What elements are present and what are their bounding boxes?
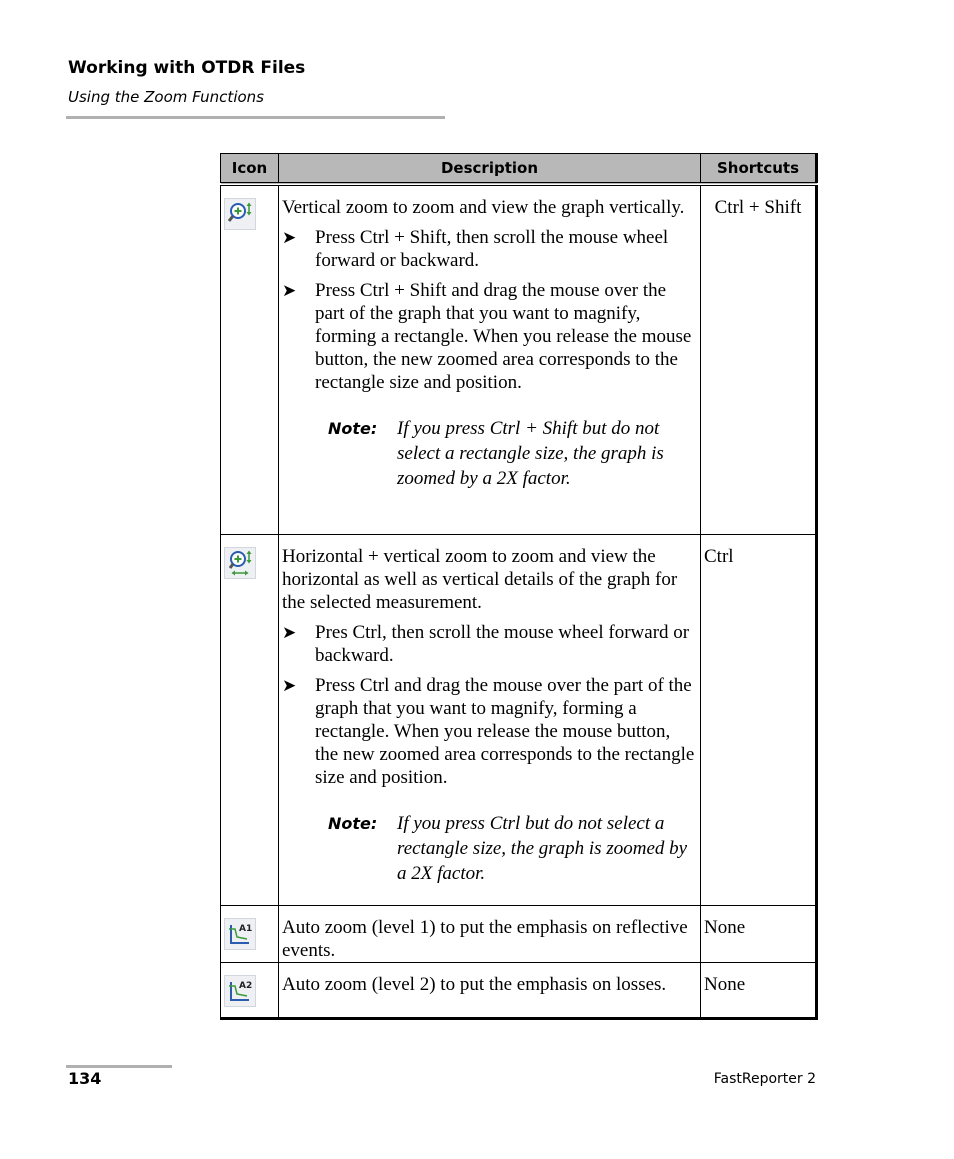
shortcut-cell (701, 184, 817, 534)
list-item (282, 226, 696, 272)
note (328, 811, 696, 886)
note (328, 416, 696, 491)
list-item (282, 279, 696, 394)
product-name: FastReporter 2 (713, 1071, 816, 1087)
steps-list (282, 621, 696, 789)
auto-zoom-level-2-icon (224, 975, 256, 1007)
icon-cell (221, 184, 279, 534)
horizontal-vertical-zoom-icon (224, 547, 256, 579)
shortcut-text: None (704, 916, 746, 938)
description-text: Vertical zoom to zoom and view the graph vertically. (282, 197, 685, 218)
description-cell (279, 962, 701, 1018)
steps-list (282, 226, 696, 394)
shortcut-cell (701, 962, 817, 1018)
step-text: Press Ctrl + Shift and drag the mouse over the part of the graph that you want to magnify, forming a rectangle. When you release the mouse button, the new zoomed area corresponds to the rectangle size and position. (315, 280, 692, 393)
description-cell (279, 184, 701, 534)
vertical-zoom-icon (224, 198, 256, 230)
column-header-shortcuts: Shortcuts (701, 154, 817, 185)
description-cell (279, 905, 701, 962)
note-label: Note: (328, 813, 378, 833)
step-text: Pres Ctrl, then scroll the mouse wheel forward or backward. (315, 621, 690, 666)
shortcut-text: Ctrl + Shift (714, 197, 802, 218)
note-text: If you press Ctrl + Shift but do not select a rectangle size, the graph is zoomed by a 2X factor. (397, 418, 664, 489)
note-text: If you press Ctrl but do not select a rectangle size, the graph is zoomed by a 2X factor. (397, 812, 688, 884)
arrow-bullet-icon: ➤ (282, 622, 297, 642)
arrow-bullet-icon: ➤ (282, 228, 297, 247)
icon-cell (221, 534, 279, 905)
list-item (282, 621, 696, 667)
table-header-row (221, 154, 817, 185)
table-row (221, 905, 817, 962)
section-title: Using the Zoom Functions (68, 88, 264, 106)
table-row (221, 962, 817, 1018)
description-text: Horizontal + vertical zoom to zoom and view the horizontal as well as vertical details of the graph for the selected measurement. (282, 545, 678, 613)
chapter-title: Working with OTDR Files (68, 58, 306, 78)
step-text: Press Ctrl and drag the mouse over the part of the graph that you want to magnify, forming a rectangle. When you release the mouse button, the new zoomed area corresponds to the rectangle size and position. (315, 674, 695, 788)
page-number: 134 (68, 1069, 102, 1088)
icon-cell (221, 905, 279, 962)
shortcut-text: Ctrl (704, 545, 734, 567)
zoom-functions-table (220, 153, 818, 1020)
step-text: Press Ctrl + Shift, then scroll the mouse wheel forward or backward. (315, 227, 669, 271)
shortcut-cell (701, 534, 817, 905)
icon-label: A2 (239, 980, 253, 991)
list-item (282, 674, 696, 789)
table-row (221, 184, 817, 534)
shortcut-text: None (704, 973, 746, 995)
column-header-description: Description (279, 154, 701, 185)
header-rule (66, 116, 445, 119)
note-label: Note: (328, 419, 378, 438)
description-text: Auto zoom (level 2) to put the emphasis on losses. (282, 973, 667, 995)
table-row (221, 534, 817, 905)
icon-label: A1 (239, 923, 253, 934)
column-header-icon: Icon (221, 154, 279, 185)
arrow-bullet-icon: ➤ (282, 281, 297, 300)
icon-cell (221, 962, 279, 1018)
arrow-bullet-icon: ➤ (282, 675, 297, 695)
description-text: Auto zoom (level 1) to put the emphasis on reflective events. (282, 916, 688, 961)
shortcut-cell (701, 905, 817, 962)
auto-zoom-level-1-icon (224, 918, 256, 950)
footer-rule (66, 1065, 172, 1068)
description-cell (279, 534, 701, 905)
